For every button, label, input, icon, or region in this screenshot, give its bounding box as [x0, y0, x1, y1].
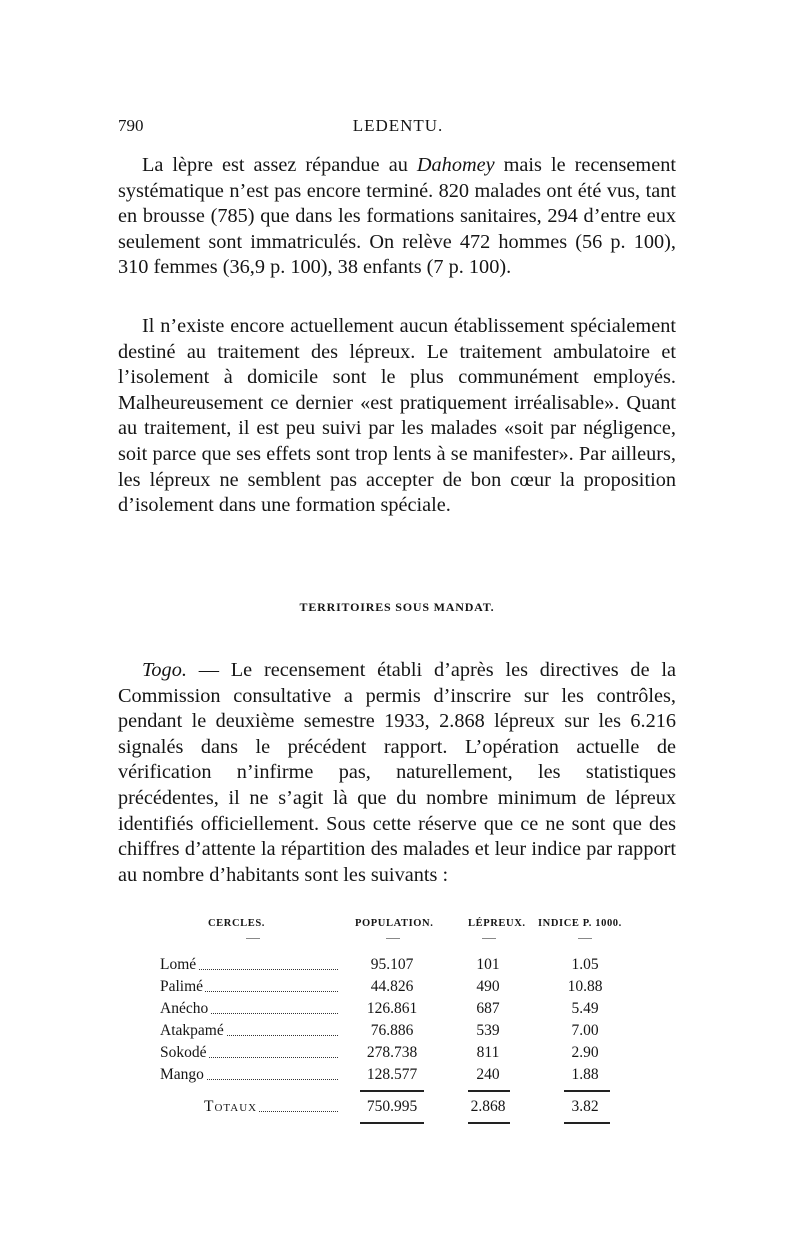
paragraph-text: Il n’existe encore actuellement aucun établissement spécialement destiné au traitement des lépreux. Le traitement ambulatoire et l’isolement à domicile sont le plus communément employés. Malheureusement ce dernier «est pratiquement irréalisable». Quant au traitement, il est peu suivi par les malades «soit par négligence, soit parce que ses effets sont trop lents à se manifester». Par ailleurs, les lépreux ne semblent pas accepter de bon cœur la proposition d’isolement dans une formation spéciale.: [118, 315, 676, 517]
sum-rule: [360, 1090, 424, 1092]
lepreux-value: 101: [476, 956, 500, 973]
total-underline: [468, 1122, 510, 1124]
paragraph-text: mais le recensement systématique n’est pas encore terminé. 820 malades ont été vus, tant en brousse (785) que dans les formations sanitaires, 294 d’entre eux seulement sont immatriculés. On relève 472 hommes (56 p. 100), 310 femmes (36,9 p. 100), 38 enfants (7 p. 100).: [118, 154, 676, 279]
paragraph-treatment: [118, 314, 676, 519]
place-name-togo: Togo.: [142, 659, 187, 681]
sum-rule: [468, 1090, 510, 1092]
table-row: [160, 1022, 660, 1044]
cercle-name: Anécho: [160, 1000, 209, 1017]
cercle-name: Mango: [160, 1066, 204, 1083]
cercle-name: Atakpamé: [160, 1022, 224, 1039]
lepreux-value: 539: [476, 1022, 500, 1039]
cercle-name: Sokodé: [160, 1044, 207, 1061]
header-dash: [482, 938, 496, 939]
population-value: 44.826: [370, 978, 414, 995]
column-header-indice: INDICE P. 1000.: [538, 918, 622, 929]
total-underline: [360, 1122, 424, 1124]
header-dash: [578, 938, 592, 939]
cercle-name: Lomé: [160, 956, 197, 973]
indice-value: 1.88: [571, 1066, 599, 1083]
paragraph-text: — Le recensement établi d’après les directives de la Commission consultative a permis d’inscrire sur les contrôles, pendant le deuxième semestre 1933, 2.868 lépreux sur les 6.216 signalés dans le précédent rapport. L’opération actuelle de vérification n’infirme pas, naturellement, les statistiques précédentes, il ne s’agit là que du nombre minimum de lépreux identifiés officiellement. Sous cette réserve que ce ne sont que des chiffres d’attente la répartition des malades et leur indice par rapport au nombre d’habitants sont les suivants :: [118, 659, 676, 886]
cercle-name: Palimé: [160, 978, 204, 995]
population-value: 278.738: [366, 1044, 418, 1061]
population-value: 76.886: [370, 1022, 414, 1039]
total-underline: [564, 1122, 610, 1124]
paragraph-togo: [118, 658, 676, 888]
place-name-dahomey: Dahomey: [416, 154, 495, 176]
total-indice: 3.82: [571, 1098, 599, 1115]
total-population: 750.995: [366, 1098, 418, 1115]
indice-value: 10.88: [567, 978, 603, 995]
header-dash: [386, 938, 400, 939]
page-number: 790: [118, 116, 144, 135]
table-total-row: [160, 1098, 660, 1120]
table-row: [160, 1066, 660, 1088]
population-value: 126.861: [366, 1000, 418, 1017]
section-heading: TERRITOIRES SOUS MANDAT.: [299, 600, 495, 614]
table-row: [160, 1000, 660, 1022]
running-title: LEDENTU.: [352, 116, 444, 135]
indice-value: 2.90: [571, 1044, 599, 1061]
column-header-lepreux: LÉPREUX.: [468, 918, 526, 929]
lepreux-value: 687: [476, 1000, 500, 1017]
header-dash: [246, 938, 260, 939]
lepreux-value: 490: [476, 978, 500, 995]
indice-value: 1.05: [571, 956, 599, 973]
column-header-cercles: CERCLES.: [208, 918, 266, 929]
page-header: [118, 116, 678, 142]
lepreux-value: 240: [476, 1066, 500, 1083]
table-row: [160, 1044, 660, 1066]
table-row: [160, 956, 660, 978]
total-label: Totaux: [204, 1098, 258, 1115]
table-row: [160, 978, 660, 1000]
column-header-population: POPULATION.: [355, 918, 434, 929]
sum-rule: [564, 1090, 610, 1092]
indice-value: 5.49: [571, 1000, 599, 1017]
paragraph-dahomey: [118, 153, 676, 281]
indice-value: 7.00: [571, 1022, 599, 1039]
total-lepreux: 2.868: [470, 1098, 506, 1115]
population-value: 95.107: [370, 956, 414, 973]
population-value: 128.577: [366, 1066, 418, 1083]
lepreux-value: 811: [476, 1044, 500, 1061]
paragraph-text: La lèpre est assez répandue au: [142, 154, 417, 176]
